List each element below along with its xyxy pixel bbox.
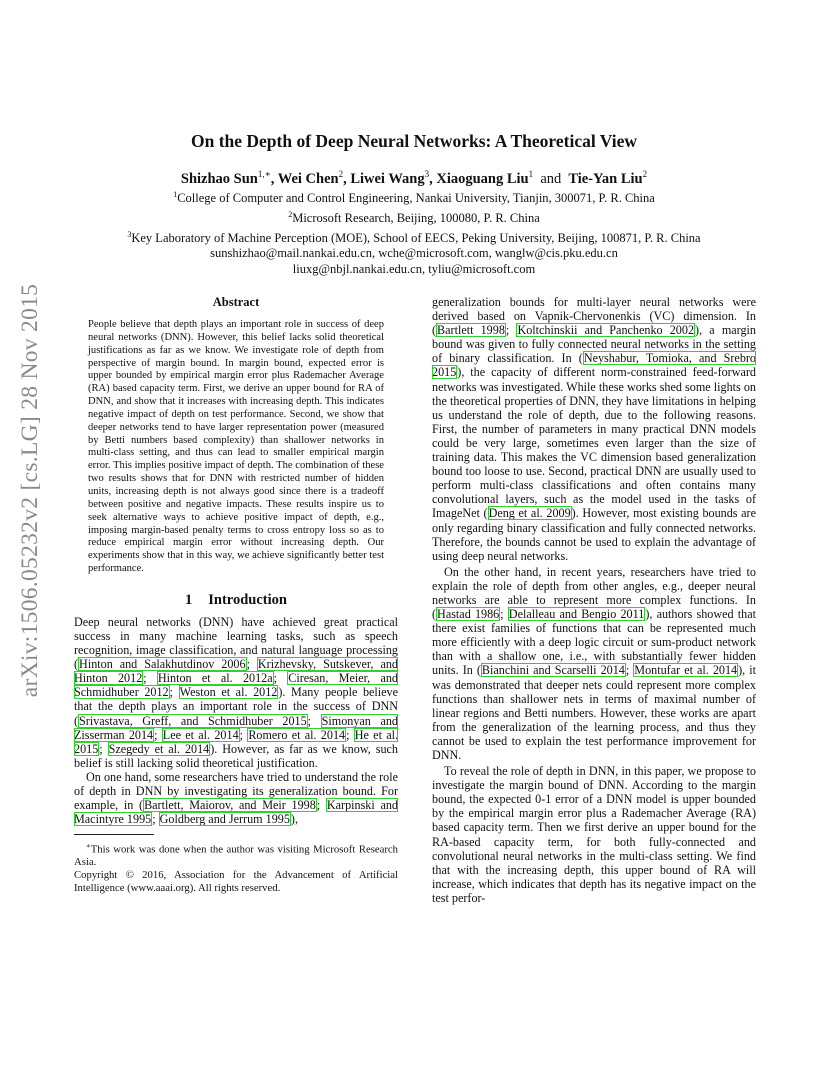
affiliation-sup: 3 [127,229,132,239]
text-run: ), it was demonstrated that deeper nets could represent more complex functions than shallower nets in terms of maximal number of linear regions and Betti numbers. However, these works are apart from the generalization of the learning process, and thus they cannot be used to explain the test performance improvement for DNN. [432,663,756,762]
text-run: ), [290,812,298,827]
abstract-text: People believe that depth plays an important role in success of deep neural networks (DNN). However, this belief lacks solid theoretical justifications as far as we know. We investigate role of depth from perspective of margin bound. In margin bound, expected error is upper bounded by empirical margin error plus Rademacher Average (RA) based capacity term. First, we derive an upper bound for RA of DNN, and show that it increases with increasing depth. This indicates negative impact of depth on test performance. Second, we show that deeper networks tend to have larger representation power (measured by Betti numbers based complexity) than shallower networks in multi-class setting, and thus can lead to smaller empirical margin error. This implies positive impact of depth. The combination of these two results shows that for DNN with restricted number of hidden units, increasing depth is not always good since there is a tradeoff between positive and negative impacts. These results inspire us to seek alternative ways to achieve positive impact of depth, e.g., imposing margin-based penalty terms to cross entropy loss so as to reduce empirical margin error without increasing depth. Our experiments show that in this way, we achieve significantly better test performance. [88,319,384,575]
text-run: On the other hand, in recent years, researchers have tried to explain the role of depth from other angles, e.g., deeper neural networks are able to represent more complex functions. In ( [432,564,756,622]
text-run: ; [246,657,257,672]
intro-paragraph-1 [74,615,398,770]
author-list: Shizhao Sun$^{1,∗}$, Wei Chen$^2$, Liwei Wang$^3$, Xiaoguang Liu$^1$ and Tie-Yan Liu$^2$ [180,169,648,187]
author-name: Xiaoguang Liu [436,170,529,187]
right-paragraph-3: To reveal the role of depth in DNN, in this paper, we propose to investigate the margin bound of DNN. According to the margin bound, the expected 0-1 error of a DNN model is upper bounded by the empirical margin error plus a Rademacher Average (RA) based capacity term. Then we first derive an upper bound for the RA-based capacity term, for both fully-connected and convolutional neural networks in the multi-class setting. We find that with the increasing depth, this upper bound of RA will increase, which indicates that depth has its negative impact on the test perfor- [432,764,756,905]
text-run: ; [500,607,508,622]
authors-and: and [540,170,562,187]
right-column [432,295,756,905]
citation-link[interactable]: Neyshabur, Tomioka, and Srebro 2015 [432,351,756,380]
author-name: Wei Chen [277,170,339,187]
email-line: liuxg@nbjl.nankai.edu.cn, tyliu@microsoft.com [292,261,536,276]
text-run: ), authors showed that there exist families of functions that can be represented much more efficiently with a deep logic circuit or sum-product network than with a shallow one, i.e., with substantially fewer hidden units. In ( [432,607,756,678]
affiliation-text: Microsoft Research, Beijing, 100080, P. R. China [292,210,540,225]
text-run: On one hand, some researchers have tried to understand the role of depth in DNN by investigating its generalization bound. For example, in ( [74,769,398,813]
text-run: ; [625,663,634,678]
section-number: 1 [185,591,193,608]
text-run: ; [152,812,159,827]
intro-paragraph-2 [74,770,398,826]
citation-link[interactable]: Weston et al. 2012 [179,685,278,700]
affiliation-sup: 2 [288,209,293,219]
text-run: ; [273,671,288,686]
text-run: ; [143,671,157,686]
text-run: ; [316,798,326,813]
author-name: Tie-Yan Liu [568,170,643,187]
citation-link[interactable]: Goldberg and Jerrum 1995 [159,812,290,827]
text-run: generalization bounds for multi-layer neural networks were derived based on Vapnik-Chervonenkis (VC) dimension. In ( [432,295,756,338]
author-sup: 3 [424,169,430,179]
author-sup: 1,∗ [257,169,271,179]
citation-link[interactable]: Bianchini and Scarselli 2014 [481,663,625,678]
footnote-text: This work was done when the author was visiting Microsoft Research Asia. [74,843,398,869]
citation-link[interactable]: Delalleau and Bengio 2011 [508,607,645,622]
text-run: ). Many people believe that the depth plays an important role in the success of DNN ( [74,685,398,728]
citation-link[interactable]: Simonyan and Zisserman 2014 [74,713,398,742]
author-sup: 2 [642,169,648,179]
citation-link[interactable]: Hinton and Salakhutdinov 2006 [79,657,246,672]
left-column [74,295,398,894]
text-run: ; [239,727,248,742]
citation-link[interactable]: Krizhevsky, Sutskever, and Hinton 2012 [74,657,398,686]
section-heading [74,592,398,609]
affiliation-text: College of Computer and Control Engineering, Nankai University, Tianjin, 300071, P. R. China [177,191,655,206]
text-run: Deep neural networks (DNN) have achieved great practical success in many machine learning tasks, such as speech recognition, image classification, and natural language processing ( [74,614,398,672]
citation-link[interactable]: Szegedy et al. 2014 [108,741,210,756]
email-line: sunshizhao@mail.nankai.edu.cn, wche@microsoft.com, wanglw@cis.pku.edu.cn [210,246,618,261]
citation-link[interactable]: Hastad 1986 [437,607,500,622]
footnote [74,840,398,869]
citation-link[interactable]: Karpinski and Macintyre 1995 [74,798,398,827]
affiliation-sup: 1 [173,190,178,199]
text-run: ; [154,727,162,742]
citation-link[interactable]: Koltchinskii and Panchenko 2002 [517,323,695,338]
author-sup: 1 [528,169,534,179]
citation-link[interactable]: Bartlett, Maiorov, and Meir 1998 [144,798,316,813]
text-run: ; [99,741,108,756]
footnote-rule [74,834,154,835]
citation-link[interactable]: Srivastava, Greff, and Schmidhuber 2015 [79,713,307,728]
text-run: ), a margin bound was given to fully connected neural networks in the setting of binary classification. In ( [432,323,756,366]
citation-link[interactable]: Ciresan, Meier, and Schmidhuber 2012 [74,671,398,700]
text-run: ; [346,727,354,742]
text-run: ), the capacity of different norm-constrained feed-forward networks was investigated. While these works shed some lights on the theoretical properties of DNN, they have limitations in helping us understand the role of depth, due to the following reasons. First, the number of parameters in many practical DNN models could be very large, sometimes even larger than the size of training data. This makes the VC dimension based generalization bound too loose to use. Second, practical DNN are usually used to perform multi-class classifications and often contains many convolutional layers, such as the model used in the tasks of ImageNet ( [432,365,756,521]
text-run: ; [307,713,321,728]
citation-link[interactable]: Hinton et al. 2012a [157,671,273,686]
section-title: Introduction [208,591,287,608]
author-sup: 2 [338,169,344,179]
affiliations [0,187,828,277]
right-paragraph-1 [432,295,756,563]
arxiv-id-text: arXiv:1506.05232v2 [cs.LG] 28 Nov 2015 [17,283,44,697]
citation-link[interactable]: He et al. 2015 [74,727,399,756]
abstract-heading: Abstract [212,295,260,309]
copyright-notice: Copyright © 2016, Association for the Advancement of Artificial Intelligence (www.aaai.org). All rights reserved. [74,869,398,894]
affiliation-line [0,207,828,227]
affiliation-line [0,187,828,207]
author-name: Liwei Wang [350,170,425,187]
right-paragraph-2 [432,565,756,762]
citation-link[interactable]: Bartlett 1998 [437,323,505,338]
citation-link[interactable]: Lee et al. 2014 [162,727,239,742]
author-name: Shizhao Sun [180,170,258,187]
citation-link[interactable]: Montufar et al. 2014 [634,663,738,678]
footnote-mark: ∗ [86,842,91,851]
text-run: ). However, as far as we know, such belief is still lacking solid theoretical justification. [74,741,398,770]
text-run: ; [505,323,517,338]
text-run: ; [169,685,179,700]
affiliation-text: Key Laboratory of Machine Perception (MOE), School of EECS, Peking University, Beijing, 100871, P. R. China [131,230,701,245]
paper-title: On the Depth of Deep Neural Networks: A Theoretical View [190,131,638,151]
citation-link[interactable]: Deng et al. 2009 [488,506,571,521]
text-run: ). However, most existing bounds are only regarding binary classification and fully connected networks. Therefore, the bounds cannot be used to explain the advantage of using deep neural networks. [432,506,756,563]
arxiv-identifier [8,283,54,697]
affiliation-line [0,227,828,247]
citation-link[interactable]: Romero et al. 2014 [248,727,346,742]
